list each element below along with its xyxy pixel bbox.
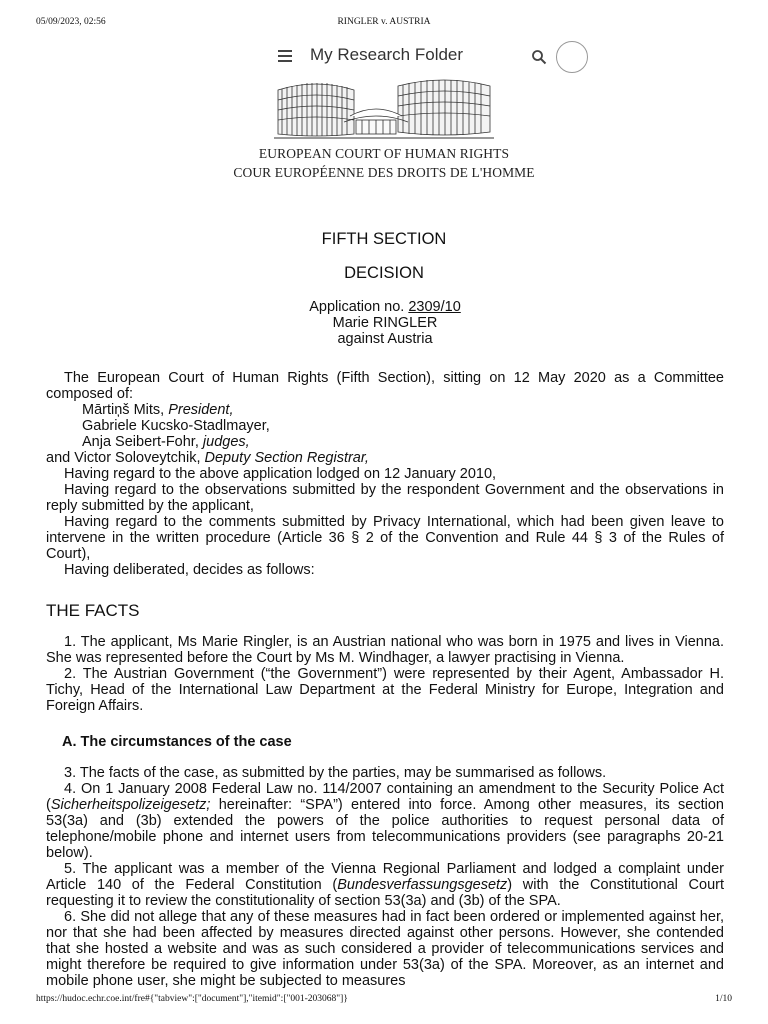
- having-regard-paragraph: Having regard to the comments submitted by Privacy International, which had been given leave to intervene in the written procedure (Article 36 § 2 of the Convention and Rule 44 § 3 of the Rules of Court),: [46, 514, 724, 562]
- facts-block-2: [46, 765, 724, 989]
- intro-paragraph: The European Court of Human Rights (Fifth Section), sitting on 12 May 2020 as a Committee composed of:: [46, 370, 724, 402]
- print-url: https://hudoc.echr.coe.int/fre#{"tabview":["document"],"itemid":["001-203068"]}: [36, 994, 348, 1004]
- judge-line: [46, 418, 724, 434]
- judge-name: Gabriele Kucsko-Stadlmayer,: [82, 418, 270, 434]
- facts-heading: THE FACTS: [46, 601, 140, 620]
- judge-role: President,: [168, 402, 234, 418]
- having-deliberated-paragraph: Having deliberated, decides as follows:: [64, 562, 315, 578]
- paragraph-1: 1. The applicant, Ms Marie Ringler, is an Austrian national who was born in 1975 and lives in Vienna. She was represented before the Court by Ms M. Windhager, a lawyer practising in Vienna.: [46, 634, 724, 666]
- judge-role: judges,: [202, 434, 250, 450]
- having-regard-paragraph: Having regard to the above application lodged on 12 January 2010,: [64, 466, 497, 482]
- paragraph-6: 6. She did not allege that any of these measures had in fact been ordered or implemented against her, nor that she had been affected by measures directed against other persons. However, she contended that she hosted a website and was as such considered a provider of telecommunications services and might therefore be required to give information under 53(3a) of the SPA. Moreover, as an internet and mobile phone user, she might be subjected to measures: [46, 909, 724, 989]
- application-number-link[interactable]: 2309/10: [408, 299, 461, 315]
- top-bar: [0, 40, 768, 74]
- judge-line: [46, 402, 724, 418]
- applicant-name: Marie RINGLER: [332, 315, 438, 331]
- court-name-en: EUROPEAN COURT OF HUMAN RIGHTS: [258, 146, 510, 161]
- court-name-fr: COUR EUROPÉENNE DES DROITS DE L'HOMME: [233, 165, 535, 180]
- print-datetime: 05/09/2023, 02:56: [36, 17, 106, 27]
- facts-block-1: [46, 634, 724, 714]
- judge-name: Anja Seibert-Fohr,: [82, 434, 203, 450]
- decision-heading: DECISION: [344, 264, 424, 282]
- print-header: [36, 17, 732, 31]
- section-heading: FIFTH SECTION: [321, 230, 447, 248]
- judge-name: Mārtiņš Mits,: [82, 402, 169, 418]
- application-label: Application no.: [309, 299, 409, 315]
- intro-block: [46, 370, 724, 578]
- paragraph-4: 4. On 1 January 2008 Federal Law no. 114/2007 containing an amendment to the Security Police Act (Sicherheitspolizeigesetz; hereinafter: “SPA”) entered into force. Among other measures, its section 53(3a) and (3b) extended the powers of the police authorities to request personal data of telephone/mobile phone and internet users from telecommunications providers (see paragraphs 20-21 below).: [46, 781, 724, 861]
- registrar-name: and Victor Soloveytchik,: [46, 450, 205, 466]
- user-avatar-button[interactable]: [556, 41, 588, 73]
- search-icon[interactable]: [531, 49, 547, 65]
- print-page-number: 1/10: [715, 994, 732, 1004]
- respondent-state: against Austria: [337, 331, 433, 347]
- hamburger-menu-icon[interactable]: [278, 50, 292, 62]
- court-building-logo: [272, 76, 496, 140]
- print-title: RINGLER v. AUSTRIA: [337, 17, 431, 27]
- having-regard-paragraph: Having regard to the observations submitted by the respondent Government and the observations in reply submitted by the applicant,: [46, 482, 724, 514]
- registrar-line: [46, 450, 724, 466]
- app-title: My Research Folder: [310, 45, 464, 64]
- paragraph-3: 3. The facts of the case, as submitted by the parties, may be summarised as follows.: [64, 765, 607, 781]
- judge-line: [46, 434, 724, 450]
- registrar-role: Deputy Section Registrar,: [204, 450, 369, 466]
- application-block: [46, 299, 724, 347]
- paragraph-5: 5. The applicant was a member of the Vienna Regional Parliament and lodged a complaint under Article 140 of the Federal Constitution (Bundesverfassungsgesetz) with the Constitutional Court requesting it to review the constitutionality of section 53(3a) and (3b) of the SPA.: [46, 861, 724, 909]
- circumstances-heading: A. The circumstances of the case: [62, 734, 292, 750]
- paragraph-2: 2. The Austrian Government (“the Government”) were represented by their Agent, Ambassador H. Tichy, Head of the International Law Department at the Federal Ministry for Europe, Integration and Foreign Affairs.: [46, 666, 724, 714]
- print-footer: [36, 994, 732, 1008]
